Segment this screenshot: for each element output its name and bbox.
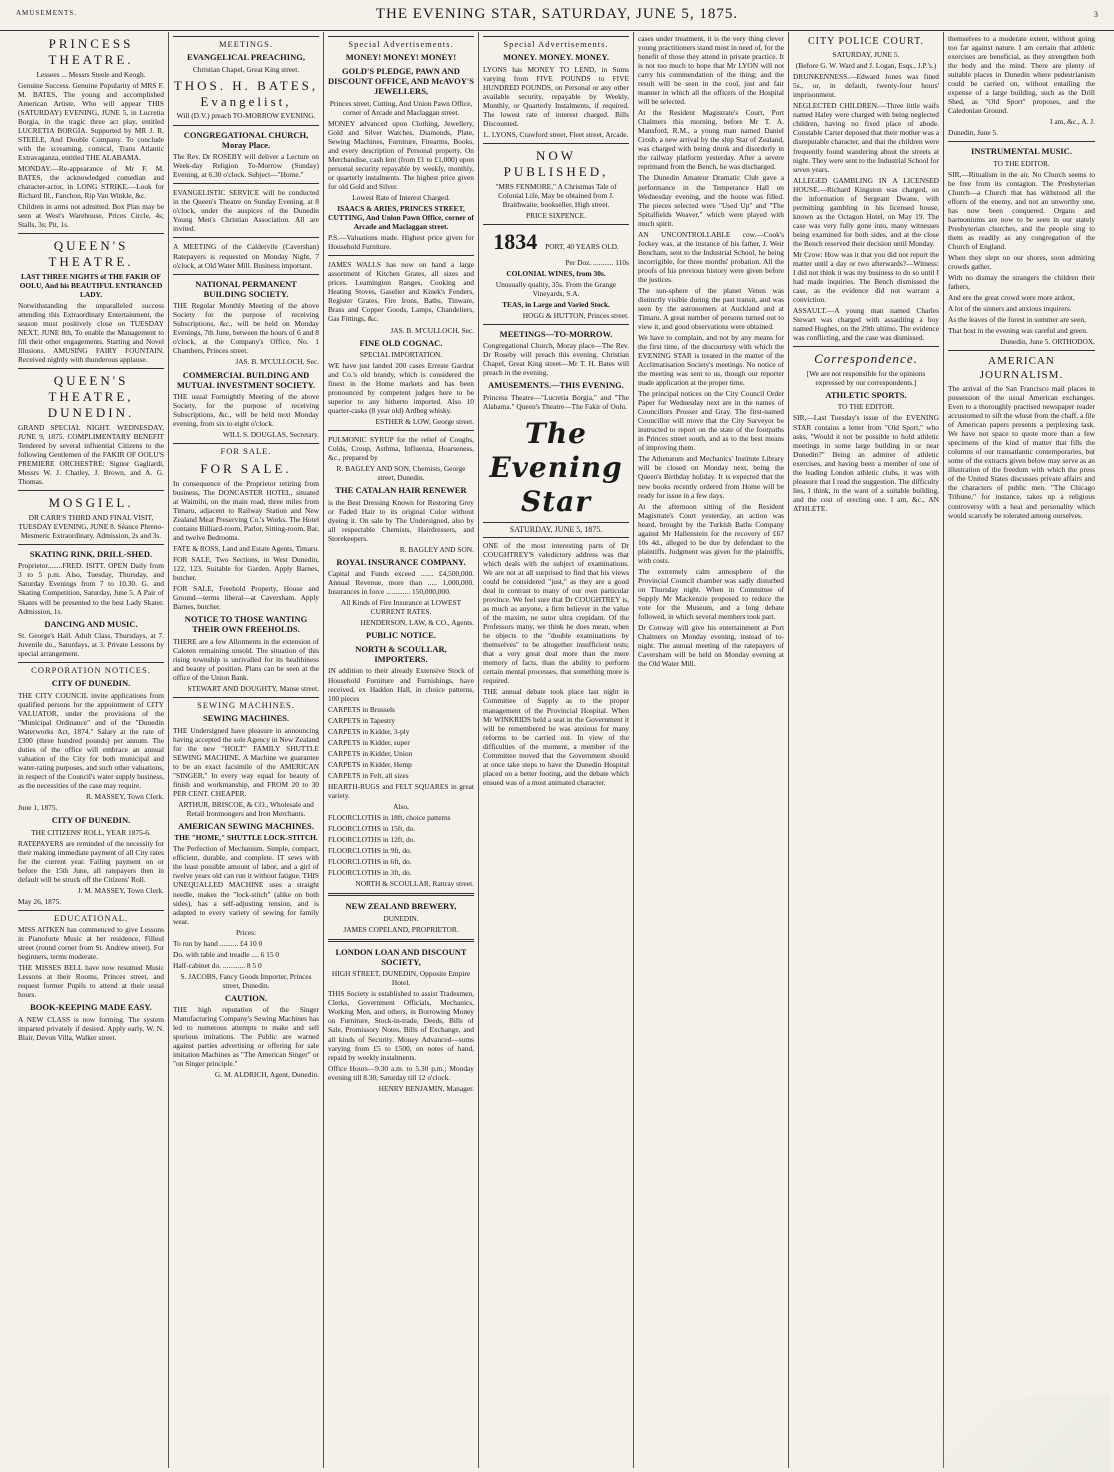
roll-body: RATEPAYERS are reminded of the necessity for their making immediate payment of all City rates for the current year. Failing payment on or before the 15th June, all ratepayers then in default will be struck off the Citizens' Roll. xyxy=(18,838,164,884)
letter-continuation: themselves to a moderate extent, without going too far against nature. I am certain that athletic exercises are beneficial, as they strengthen both the body and the mind. There are plenty of suitable places in Dunedin where pedestrianism could be carried on, without entailing the expense of a large building, such as the Drill Shed, as "Old Sport" proposes, and the Caledonian Ground. xyxy=(948,34,1095,116)
publish-title: NOW PUBLISHED, xyxy=(503,147,609,179)
cognac-subtitle: SPECIAL IMPORTATION. xyxy=(359,349,443,359)
music-signature: Dunedin, June 5. ORTHODOX. xyxy=(1000,337,1095,347)
port-ad xyxy=(483,229,629,256)
divider xyxy=(948,141,1095,142)
public-notice: PUBLIC NOTICE. xyxy=(366,630,436,641)
money-note: Lowest Rate of Interest Charged. xyxy=(352,193,450,203)
poem-line: When they slept on our shores, soon admiring crowds gather, xyxy=(948,253,1095,272)
caution-body: THE high reputation of the Singer Manufacturing Company's Sewing Machines has led to numerous attempts to make and sell spurious imitations. The Public are warned against parties advertising or offering for sale imitation Machines as "The American Singer" or "on Singer principle." xyxy=(173,1005,319,1069)
divider xyxy=(173,274,319,275)
divider xyxy=(483,324,629,325)
amjour-body: The arrival of the San Francisco mail places in possession of the usual American exchanges. Even to a thoroughly practised newspaper reader accustomed to sift the wheat from the chaff, a file of American papers presents a perplexing task. We have not space to quote more than a few specimens of the kind of matter that fills the columns of our transatlantic contemporaries, but some of the extracts given below may serve as an illustration of the freedom with which the press of the United States discusses private affairs and the characters of public men. "The Chicago Tribune," for instance, takes up a religious controversy with a heat and personality which would scarcely be tolerated among ourselves. xyxy=(948,384,1095,520)
divider xyxy=(328,255,474,256)
port-year: 1834 xyxy=(493,228,538,254)
poem-line: With no dismay the strangers the children their fathers, xyxy=(948,273,1095,292)
cbm-body: THE usual Fortnightly Meeting of the above Society, for the purpose of receiving Subscriptions, &c., will be held next Monday evening, from six to eight o'clock. xyxy=(173,392,319,429)
divider xyxy=(483,224,629,225)
gold-title: GOLD'S PLEDGE, PAWN AND DISCOUNT OFFICE, AND McAVOY'S JEWELLERS, xyxy=(328,65,474,97)
column-5 xyxy=(634,32,789,1468)
divider xyxy=(483,143,629,144)
cognac-signature: ESTHER & LOW, George street. xyxy=(375,417,474,427)
music-body: SIR,—Ritualism in the air. No Church seems to be free from its contagion. The Presbyterian Church—a Church that has withstood all the efforts of the enemy, and not an unworthy one, has now been conquered. Organs and harmoniums are now to be seen in our stately Presbyterian churches, and the people sing to them as readily as any congregation of the Church of England. xyxy=(948,169,1095,251)
queens2-title: QUEEN'S THEATRE, DUNEDIN. xyxy=(47,373,135,420)
divider xyxy=(18,544,164,545)
port-label: PORT, 40 YEARS OLD. xyxy=(545,241,619,251)
leader-paragraph: THE annual debate took place last night in Committee of Supply as to the proper management of the Provincial Hospital. When Mr WINKRIDS held a seat in the Government it will be remembered he was anxious for many reforms to be carried out. In view of the difficulties of the moment, a member of the Committee moved that the Government should at once take steps to have the Dunedin Hospital placed on a better footing, and the debate which ensued was of a most animated character. xyxy=(483,687,629,787)
colonial-wines: COLONIAL WINES, from 30s. xyxy=(506,268,606,278)
column-7 xyxy=(944,32,1099,1468)
divider xyxy=(18,368,164,369)
news-paragraph: The sun-sphere of the planet Venus was distinctly visible during the past transit, and was seen by the astronomers at Auckland and at Timaru. A great number of persons turned out to view it, and good observations were obtained. xyxy=(638,285,784,331)
amer-subtitle: THE "HOME," SHUTTLE LOCK-STITCH. xyxy=(174,833,318,843)
divider xyxy=(173,237,319,238)
royal-subtitle: All Kinds of Fire Insurance at LOWEST CURRENT RATES. xyxy=(340,598,462,617)
divider xyxy=(18,490,164,491)
corporation-heading: CORPORATION NOTICES. xyxy=(18,662,164,675)
divider xyxy=(948,350,1095,351)
cong-title: CONGREGATIONAL CHURCH, Moray Place. xyxy=(183,129,309,150)
north-body: IN addition to their already Extensive Stock of Household Furniture and Furnishings, have received, ex Haddon Hall, in choice patterns, 100 pieces xyxy=(328,666,474,703)
royal-body: Capital and Funds exceed ....... £4,500,000. Annual Revenue, more than ..... 1,000,000. Insurances in force ............. 150,000,000. xyxy=(328,569,474,597)
carpet-row: CARPETS in Kidder, 3-ply xyxy=(328,726,410,736)
amer-body: The Perfection of Mechanism. Simple, compact, efficient, durable, and complete. IT sews with the least possible amount of labor, and a girl of twelve years old can run it without fatigue. THIS UNEQUALLED MACHINE uses a straight needle, makes the "lock-stitch" (alike on both sides), has a self-adjusting tension, and is adapted to every variety of sewing for family wear. xyxy=(173,844,319,926)
bates-title: THOS. H. BATES, Evangelist, xyxy=(173,77,319,109)
court-date: SATURDAY, JUNE 5. xyxy=(832,50,900,60)
notice-body: THERE are a few Allotments in the extension of Caloten remaining unsold. The situation of this rising township is unrivalled for its healthiness and beauty of position. Plans can be seen at the office of the Union Bank. xyxy=(173,636,319,682)
meetings-heading: MEETINGS. xyxy=(173,36,319,49)
money-heading: MONEY. MONEY. MONEY. xyxy=(502,52,610,63)
masthead-page-number: 3 xyxy=(1094,10,1098,19)
rink-body: Proprietor........FRED. ISITT. OPEN Daily from 3 to 5 p.m. Also, Tuesday, Thursday, and Saturday Evenings from 7 to 10.30. G. and Skating Competition, Saturday, June 5. A Pair of Skates will be presented to the best Lady Skater. Admission, 1s. xyxy=(18,561,164,616)
cbm-signature: WILL S. DOUGLAS, Secretary. xyxy=(222,430,319,440)
divider xyxy=(328,893,474,896)
cognac-title: FINE OLD COGNAC. xyxy=(359,337,443,348)
poem-line: That host in the evening was careful and green. xyxy=(948,326,1088,336)
cong-body: The Rev. Dr ROSEBY will deliver a Lecture on Week-day Religion To-Morrow (Sunday) Evening, at 6.30 o'clock. Subject—"Home." xyxy=(173,152,319,180)
news-paragraph: cases under treatment, it is the very thing clever young practitioners stand most in need of, for the benefit of those they attend in private practice. It is not too much to hope that Mr LYON will not carry his commendation of the thing; and the result will be seen in the cool, just and fair manner in which all the officers of the Hospital will be selected. xyxy=(638,34,784,107)
teas: TEAS, in Large and Varied Stock. xyxy=(502,299,610,309)
poem-line: A lot of the sinners and anxious inquirers. xyxy=(948,304,1072,314)
roll-title: CITY OF DUNEDIN. xyxy=(51,815,131,826)
evang2-body: EVANGELISTIC SERVICE will be conducted in the Queen's Theatre on Sunday Evening, at 8 o'clock, under the auspices of the Dunedin Young Men's Christian Association. All are invited. xyxy=(173,188,319,234)
caution-signature: G. M. ALDRICH, Agent, Dunedin. xyxy=(214,1070,319,1080)
carpet-row: CARPETS in Kidder, Union xyxy=(328,748,413,758)
gin-note: Unusually quality, 35s. From the Grange Vineyards, S.A. xyxy=(495,279,617,298)
roll-signature: J. M. MASSEY, Town Clerk. xyxy=(77,885,164,895)
book-body: A NEW CLASS is now forming. The system imparted privately if desired. Apply early, W. N. Blair, Devon Villa, Walker street. xyxy=(18,1014,164,1042)
cbm-title: COMMERCIAL BUILDING AND MUTUAL INVESTMENT SOCIETY. xyxy=(176,369,316,390)
sewing-signature: ARTHUR, BRISCOE, & CO., Wholesale and Retail Ironmongers and Iron Merchants. xyxy=(178,799,314,818)
forsale-body: In consequence of the Proprietor retiring from business, The DONCASTER HOTEL, situated at Waimihi, on the main road, three miles from Timaru, adjacent to Railway Station and New Zealand Meat Preserving Co.'s Works. The Hotel contains Billiard-room, Parlor, Sitting-room, Bar, and twelve Bedrooms. xyxy=(173,478,319,542)
valuations: P.S.—Valuations made. Highest price given for Household Furniture. xyxy=(328,233,474,252)
lyons-body: LYONS has MONEY TO LEND, in Sums varying from FIVE POUNDS to FIVE HUNDRED POUNDS, on Personal or any other available security, repayable by Weekly, Monthly, or Quarterly Instalments, if required. The lowest rate of interest charged. Bills Discounted. xyxy=(483,64,629,128)
divider xyxy=(328,939,474,942)
queens-nights: LAST THREE NIGHTS of THE FAKIR OF OOLU, And his BEAUTIFUL ENTRANCED LADY. xyxy=(19,271,163,300)
special-heading: Special Advertisements. xyxy=(328,36,474,49)
news-paragraph: At the Resident Magistrate's Court, Port Chalmers this morning, before Mr T. A. Mansford, R.M., a young man named Daniel Crosb, a new arrival by the ship Star of Zealand, was charged with being drunk and disorderly in the railway platform yesterday. After a severe reprimand from the Bench, he was discharged. xyxy=(638,108,784,172)
npbs-body: THE Regular Monthly Meeting of the above Society for the purpose of receiving Subscriptions, &c., will be held on Monday Evenings, 7th June, between the hours of 6 and 8 o'clock, at the Company's Office, No. 1 Chambers, Princes street. xyxy=(173,301,319,356)
isaacs-body: ISAACS & ARIES, PRINCES STREET, CUTTING, And Union Pawn Office, corner of Arcade and Maclaggan street. xyxy=(328,204,474,232)
gold-body: Princes street, Cutting, And Union Pawn Office, corner of Arcade and Maclaggan street. xyxy=(329,98,473,117)
loan-subtitle: HIGH STREET, DUNEDIN, Opposite Empire Hotel. xyxy=(331,969,471,988)
evang-title: EVANGELICAL PREACHING, xyxy=(187,52,305,63)
loan-hours: Office Hours—9.30 a.m. to 5.30 p.m.; Monday evening till 8.30, Saturday till 12 o'clock. xyxy=(328,1063,474,1082)
princess-box: Children in arms not admitted. Box Plan may be seen at West's Warehouse, Prices Circle, 4s; Stalls, 3s; Pit, 1s. xyxy=(18,202,164,230)
floor-row: FLOORCLOTHS in 18ft, choice patterns xyxy=(328,812,451,822)
queens-body: Notwithstanding the unparalleled success attending this Extraordinary Entertainment, the season must positively close on TUESDAY NEXT, JUNE 8th, To enable the Management to fill their other engagements. Starting and Novel Illusions. AMUSING FAIRY FOUNTAIN. Received nightly with thunderous applause. xyxy=(18,301,164,365)
princess-body: Genuine Success. Genuine Popularity of MRS F. M. BATES, The young and accomplished American Artiste, Who will appear THIS (SATURDAY) EVENING, JUNE 5, in Lucretia Borgia, in the tragic three act play, entitled LUCRETIA BORGIA. Supported by MR J. R. STEELE, And Double Company. To conclude with the screaming, comical, Trans Atlantic Extravaganza, entitled THE ALABAMA. xyxy=(18,80,164,162)
loan-signature: HENRY BENJAMIN, Manager. xyxy=(378,1083,474,1093)
dateline: SATURDAY, JUNE 5, 1875. xyxy=(483,522,629,538)
cald-body: A MEETING of the Caldervile (Cavershan) Ratepayers is requested on Monday Night, 7 o'clock, at Old Water Mill. Business important. xyxy=(173,242,319,270)
news-paragraph: The principal notices on the City Council Order Paper for Wednesday next are in the names of Councillors Prosser and Gray. The first-named Councillor will move that the City Surveyor be instructed to report on the state of the footpaths in Princes street south, and as to the best means of improving them. xyxy=(638,389,784,453)
npbs-title: NATIONAL PERMANENT BUILDING SOCIETY. xyxy=(195,278,297,299)
brewery-signature: JAMES COPELAND, PROPRIETOR. xyxy=(343,924,459,934)
caution-title: CAUTION. xyxy=(224,992,268,1003)
news-paragraph: The Athenæum and Mechanics' Institute Library will be closed on Monday next, being the Queen's Birthday holiday. It is expected that the new books recently ordered from Home will be ready for issue in a few days. xyxy=(638,454,784,500)
athletic-title: ATHLETIC SPORTS. xyxy=(825,390,907,401)
price-row: Do. with table and treadle .... 6 15 0 xyxy=(173,949,280,959)
walsh-signature: JAS. B. M'CULLOCH, Sec. xyxy=(390,325,474,335)
amusements-body: Princess Theatre—"Lucretia Borgia," and "The Alabama." Queen's Theatre—The Fakir of Oolu. xyxy=(483,392,629,411)
queens-title: QUEEN'S THEATRE. xyxy=(48,238,134,270)
amjour-title: AMERICAN JOURNALISM. xyxy=(979,355,1064,381)
floor-row: FLOORCLOTHS in 15ft, do. xyxy=(328,823,416,833)
dancing-body: St. George's Hall. Adult Class, Thursdays, at 7. Juvenile do., Saturdays, at 3. Private Lessons by special arrangement. xyxy=(18,630,164,658)
evang-body: Christian Chapel, Great King street. xyxy=(192,64,300,74)
notice-title: NOTICE TO THOSE WANTING THEIR OWN FREEHOLDS. xyxy=(184,614,308,635)
catalan-signature: R. BAGLEY AND SON. xyxy=(399,544,474,554)
north-signature: NORTH & SCOULLAR, Rattray street. xyxy=(355,879,474,889)
mosgiel-body: DR CARR'S THIRD AND FINAL VISIT, TUESDAY EVENING, JUNE 8. Séance Phreno-Mesmeric Extraordinary. Admission, 2s and 3s. xyxy=(18,512,164,540)
floor-row: FLOORCLOTHS in 12ft, do. xyxy=(328,834,416,844)
corp-date: June 1, 1875. xyxy=(18,803,58,813)
mosgiel-title: MOSGIEL. xyxy=(48,495,134,511)
court-title: CITY POLICE COURT. xyxy=(807,36,924,47)
princess-monday: MONDAY.—Re-appearance of Mr F. M. BATES, the acknowledged comedian and character-actor, in LONG STRIKE.—Look for Richard Ill., Fanchon, Rip Van Winkle, &c. xyxy=(18,164,164,201)
correspondence-title: Correspondence. xyxy=(814,351,918,367)
column-3 xyxy=(324,32,479,1468)
poem-line: As the leaves of the forest in summer are seen, xyxy=(948,315,1086,325)
sewing-body: THE Undersigned have pleasure in announcing having accepted the sole Agency in New Zealand for the new "HOLT" FAMILY SHUTTLE SEWING MACHINE. A Machine we guarantee to be an exact facsimile of the AMERICAN "SINGER," In every way equal for beauty of finish and workmanship, and FROM 20 to 30 PER CENT. CHEAPER. xyxy=(173,725,319,798)
letter-place: Dunedin, June 5. xyxy=(948,128,999,138)
money-heading: MONEY! MONEY! MONEY! xyxy=(345,52,457,63)
athletic-to-editor: TO THE EDITOR. xyxy=(837,402,895,412)
forsale-title: FOR SALE. xyxy=(200,460,292,476)
divider xyxy=(18,233,164,234)
hogg-signature: HOGG & HUTTON, Princes street. xyxy=(522,310,629,320)
special-heading: Special Advertisements. xyxy=(483,36,629,49)
news-paragraph: AN UNCONTROLLABLE cow.—Cook's Jockey was, at the instance of his father, J. Weir Bencham, sent to the Industrial School, he being incorrigible, for three months' probation. All the proofs of his previous history were given before the justices. xyxy=(638,229,784,284)
floor-row: FLOORCLOTHS in 3ft, do. xyxy=(328,868,412,878)
floor-row: FLOORCLOTHS in 9ft, do. xyxy=(328,846,412,856)
meetings-body: Congregational Church, Moray place—The Rev. Dr Roseby will preach this evening. Christian Chapel, Great King street—Mr T. H. Bates will preach in the evening. xyxy=(483,341,629,378)
forsale-signature: FATE & ROSS, Land and Estate Agents, Timaru. xyxy=(173,543,319,553)
prices-label: Prices: xyxy=(235,927,257,937)
column-4 xyxy=(479,32,634,1468)
court-paragraph: ASSAULT.—A young man named Charles Stewart was charged with assaulting a boy named Hughes, on the 29th ultimo. The evidence was conflicting, and the case was dismissed. xyxy=(793,306,939,343)
divider xyxy=(173,183,319,184)
lyons-signature: L. LYONS, Crawford street, Fleet street, Arcade. xyxy=(483,129,629,139)
column-2 xyxy=(169,32,324,1468)
corp-signature: R. MASSEY, Town Clerk. xyxy=(85,792,164,802)
cognac-body: WE have just landed 200 cases Erreste Gardrat and Co.'s old brandy, which is considered the finest in the Home markets and has been pronounced by competent judges here to be superior to any hitherto imported. Also 10 quarter-casks (8 year old) Ardbeg whisky. xyxy=(328,360,474,416)
court-bench: (Before G. W. Ward and J. Logan, Esqs., J.P.'s.) xyxy=(795,61,937,71)
carpet-row: CARPETS in Felt, all sizes xyxy=(328,770,409,780)
sewing-heading: SEWING MACHINES. xyxy=(173,697,319,710)
amer-title: AMERICAN SEWING MACHINES. xyxy=(178,820,314,831)
amusements-heading: AMUSEMENTS.—THIS EVENING. xyxy=(488,380,624,391)
amer-signature: S. JACOBS, Fancy Goods Importer, Princes street, Dunedin. xyxy=(180,971,312,990)
news-paragraph: The extremely calm atmosphere of the Provincial Council chamber was sadly disturbed on Thursday night. When in Committee of Supply Mr Mackenzie proposed to reduce the vote for the Museum, and a long debate followed, in which several members took part. xyxy=(638,566,784,621)
loan-body: THIS Society is established to assist Tradesmen, Clerks, Government Officials, Mechanics, Working Men, and others, in Borrowing Money on Furniture, Stock-in-trade, Deeds, Bills of Sale, Promissory Notes, Bills of Exchange, and all kinds of Security. Money Advanced—sums varying from £5 to £500, on notes of hand, repaid by weekly instalments. xyxy=(328,989,474,1062)
queens2-body: GRAND SPECIAL NIGHT. WEDNESDAY, JUNE 9, 1875. COMPLIMENTARY BENEFIT Tendered by several influential Citizens to the following Gentlemen of the FAKIR OF OOLU'S PREMIERE ORCHESTRE: Signor Gagliardi, Messrs W. J. Chatley, J. Brown, and A. G. Thomas. xyxy=(18,422,164,487)
carpet-row: CARPETS in Brussels xyxy=(328,704,395,714)
carpet-row: CARPETS in Tapestry xyxy=(328,715,396,725)
royal-title: ROYAL INSURANCE COMPANY. xyxy=(336,556,466,567)
news-paragraph: We have to complain, and not by any means for the first time, of the discourtesy with which the EVENING STAR is treated in the matter of the Acclimatisation Society's meetings. No notice of the meeting was sent to us, though our reporter made application at the proper time. xyxy=(638,333,784,388)
column-6 xyxy=(789,32,944,1468)
walsh-body: JAMES WALLS has now on hand a large assortment of Kitchen Grates, all sizes and prices. Leamington Ranges, Cooking and Heating Stoves, Gaselier and Kinek's Fenders, Register Grates, Fire Irons, Baths, Tinware, Brass and Copper Goods, Lamps, Chandeliers, Gas Fittings, &c. xyxy=(328,260,474,324)
princess-lessees: Lessees ... Messrs Steele and Keogh. xyxy=(36,69,146,79)
masthead-left: AMUSEMENTS. xyxy=(16,9,77,17)
news-paragraph: At the afternoon sitting of the Resident Magistrate's Court yesterday, an action was heard, brought by the Turkish Baths Company against Mr Hallenstein for the recovery of £67 10s 4d., alleged to be due by defendant to the plaintiffs. Judgment was given for the plaintiffs, with costs. xyxy=(638,501,784,565)
edu-bell: THE MISSES BELL have now resumed Music Lessons at their Rooms, Princes street, and request former Pupils to attend at their usual hours. xyxy=(18,963,164,1000)
poem-line: And ere the great crowd were more ardent, xyxy=(948,293,1075,303)
court-paragraph: DRUNKENNESS.—Edward Jones was fined 5s., or, in default, twenty-four hours' imprisonment. xyxy=(793,72,939,100)
edu-aitken: MISS AITKEN has commenced to give Lessons in Pianoforte Music at her residence, Filleul street (round corner from St. Andrew street). For beginners, terms moderate. xyxy=(18,925,164,962)
syrup-signature: R. BAGLEY AND SON, Chemists, George street, Dunedin. xyxy=(336,464,466,483)
sale3-body: FOR SALE, Freehold Property, House and Ground—terms liberal—at Caversham. Apply Barnes, butcher. xyxy=(173,583,319,611)
price-row: Half-cabinet do. ............ 8 5 0 xyxy=(173,960,262,970)
paper-title: The Evening Star xyxy=(489,416,623,519)
news-paragraph: Dr Conway will give his entertainment at Port Chalmers on Monday evening, instead of to-night. The annual meeting of the ratepayers of Caversham will be held on Monday evening at the Old Water Mill. xyxy=(638,622,784,669)
royal-signature: HENDERSON, LAW, & CO., Agents. xyxy=(360,618,474,628)
court-paragraph: ALLEGED GAMBLING IN A LICENSED HOUSE.—Richard Kingston was charged, on the information of Sergeant Dwane, with permitting gambling in his licensed house, known as the Octagon Hotel, on May 19. The case was very fully gone into, many witnesses being examined for both sides, and at the close the Bench reserved their decision until Monday. xyxy=(793,175,939,248)
npbs-signature: JAS. B. M'CULLOCH, Sec. xyxy=(235,357,319,367)
correspondence-note: [We are not responsible for the opinions expressed by our correspondents.] xyxy=(806,369,926,388)
news-paragraph: The Dunedin Amateur Dramatic Club gave a performance in the Temperance Hall on Wednesday evening, and the house was filled. The pieces selected were "Used Up" and "The Spitalfields Weaver," which were played with much spirit. xyxy=(638,173,784,228)
masthead xyxy=(0,0,1114,31)
catalan-title: THE CATALAN HAIR RENEWER xyxy=(335,485,467,496)
book-title: BOOK-KEEPING MADE EASY. xyxy=(30,1002,152,1013)
roll-subtitle: THE CITIZENS' ROLL, YEAR 1875-6. xyxy=(31,827,151,837)
masthead-title: THE EVENING STAR, SATURDAY, JUNE 5, 1875. xyxy=(375,6,739,22)
publish-body: "MRS FENMORE," A Christmas Tale of Colonial Life, May be obtained from J. Braithwaite, bookseller, High street. xyxy=(495,181,617,209)
brewery-title: NEW ZEALAND BREWERY, xyxy=(345,901,457,912)
sale2-body: FOR SALE, Two Sections, in West Dunedin, 122, 123. Suitable for Garden. Apply Barnes, butcher. xyxy=(173,554,319,582)
princess-title: PRINCESS THEATRE. xyxy=(48,36,134,67)
music-to-editor: TO THE EDITOR. xyxy=(993,158,1050,168)
port-price: Per Doz. ........... 110s xyxy=(565,257,629,267)
court-paragraph: Mr Crow: How was it that you did not report the matter until a day or two afterwards?—Witness: I did not think it was my business to do so until I had made inquiries. The Bench dismissed the case, as the evidence did not warrant a conviction. xyxy=(793,249,939,304)
north-title: NORTH & SCOULLAR, IMPORTERS. xyxy=(355,643,447,665)
money-body: MONEY advanced upon Clothing, Jewellery, Gold and Silver Watches, Diamonds, Plate, Sewing Machines, Furniture, Firearms, Books, and every description of Personal property. On Merchandise, cash lent (from £1 to £1,000) upon personal security repayable by weekly, monthly, or quarterly instalments. The highest price given for old Gold and Silver. xyxy=(328,118,474,192)
bates-body: Will (D.V.) preach TO-MORROW EVENING. xyxy=(176,111,316,121)
dancing-title: DANCING AND MUSIC. xyxy=(44,618,138,629)
athletic-body: SIR,—Last Tuesday's issue of the EVENING STAR contains a letter from "Old Sport," who asks, "Would it not be possible to hold athletic meetings in some large building in or near Dunedin?" Being an admirer of athletic exercises, and having been a member of one of the leading London athletic clubs, it was with pleasure that I read the suggestion. The difficulty lies, I think, in the want of a suitable building, and the cost of erecting one. I am, &c., AN ATHLETE. xyxy=(793,413,939,513)
notice-signature: STEWART AND DOUGHTY, Manse street. xyxy=(187,683,319,693)
columns xyxy=(14,32,1104,1470)
forsale-heading: FOR SALE. xyxy=(173,443,319,456)
carpet-row: CARPETS in Kidder, super xyxy=(328,737,410,747)
brewery-town: DUNEDIN. xyxy=(383,913,419,923)
leader-paragraph: ONE of the most interesting parts of Dr COUGHTREY'S valedictory address was that which deals with the subject of examinations. We are not at all surprised to find that his views could be considered "just," as they are a good deal in contrast to many of our own particular province. We feel sure that Dr COUGHTREY is, as much as anyone, a firm believer in the value of the maxim, ne sutor ultra crepidam. Of the Professors many, we think he does mean, when he objects to the "double examinations by themselves" to be altogether insufficient tests; that a very great deal more than the mere memory of facts, than the ability to perform certain mental processes, that something more is required. xyxy=(483,540,629,686)
sewing-title: SEWING MACHINES. xyxy=(203,713,289,724)
divider xyxy=(173,125,319,126)
price: PRICE SIXPENCE. xyxy=(526,210,586,220)
corp-body: THE CITY COUNCIL invite applications from qualified persons for the appointment of CITY VALUATOR, under the provisions of the "Municipal Ordinance" and of the "Dunedin Waterworks Act, 1874." Salary at the rate of £300 (three hundred pounds) per annum. The duties of the office will embrace an annual valuation of the City for both municipal and water-rating purposes, and such other valuations, in respect of the Council's water supply business, as the necessities of the case may require. xyxy=(18,690,164,791)
floor-label: Also, xyxy=(393,801,409,811)
divider xyxy=(793,346,939,347)
educational-heading: EDUCATIONAL. xyxy=(18,910,164,923)
carpet-row: HEARTH-RUGS and FELT SQUARES in great variety. xyxy=(328,781,474,800)
carpet-row: CARPETS in Kidder, Hemp xyxy=(328,759,412,769)
floor-row: FLOORCLOTHS in 6ft, do. xyxy=(328,857,412,867)
rink-title: SKATING RINK, DRILL-SHED. xyxy=(29,549,153,560)
loan-title: LONDON LOAN AND DISCOUNT SOCIETY, xyxy=(335,946,467,967)
catalan-body: is the Best Dressing Known for Restoring Grey or Faded Hair to its original Color without dyeing it. On sale by The Undersigned, also by all respectable Chemists, Hairdressers, and Storekeepers. xyxy=(328,497,474,543)
price-row: To run by hand .......... £4 10 0 xyxy=(173,938,263,948)
corp-city: CITY OF DUNEDIN. xyxy=(51,678,131,689)
paper-stain xyxy=(940,1395,1110,1472)
meetings-heading: MEETINGS—TO-MORROW. xyxy=(499,328,613,339)
column-1 xyxy=(14,32,169,1468)
court-paragraph: NEGLECTED CHILDREN.—Three little waifs named Haley were charged with being neglected children, having no fixed place of abode. Constable Carter deposed that their mother was a disreputable character, and that the children were frequently found wandering about the streets at night. They were sent to the Industrial School for seven years. xyxy=(793,101,939,174)
roll-date: May 26, 1875. xyxy=(18,896,62,906)
divider xyxy=(328,430,474,431)
music-title: INSTRUMENTAL MUSIC. xyxy=(971,146,1072,157)
syrup-body: PULMONIC SYRUP for the relief of Coughs, Colds, Croup, Asthma, Influenza, Hoarseness, &c., prepared by xyxy=(328,435,474,463)
letter-signature: I am, &c., A. J. xyxy=(1050,117,1095,127)
